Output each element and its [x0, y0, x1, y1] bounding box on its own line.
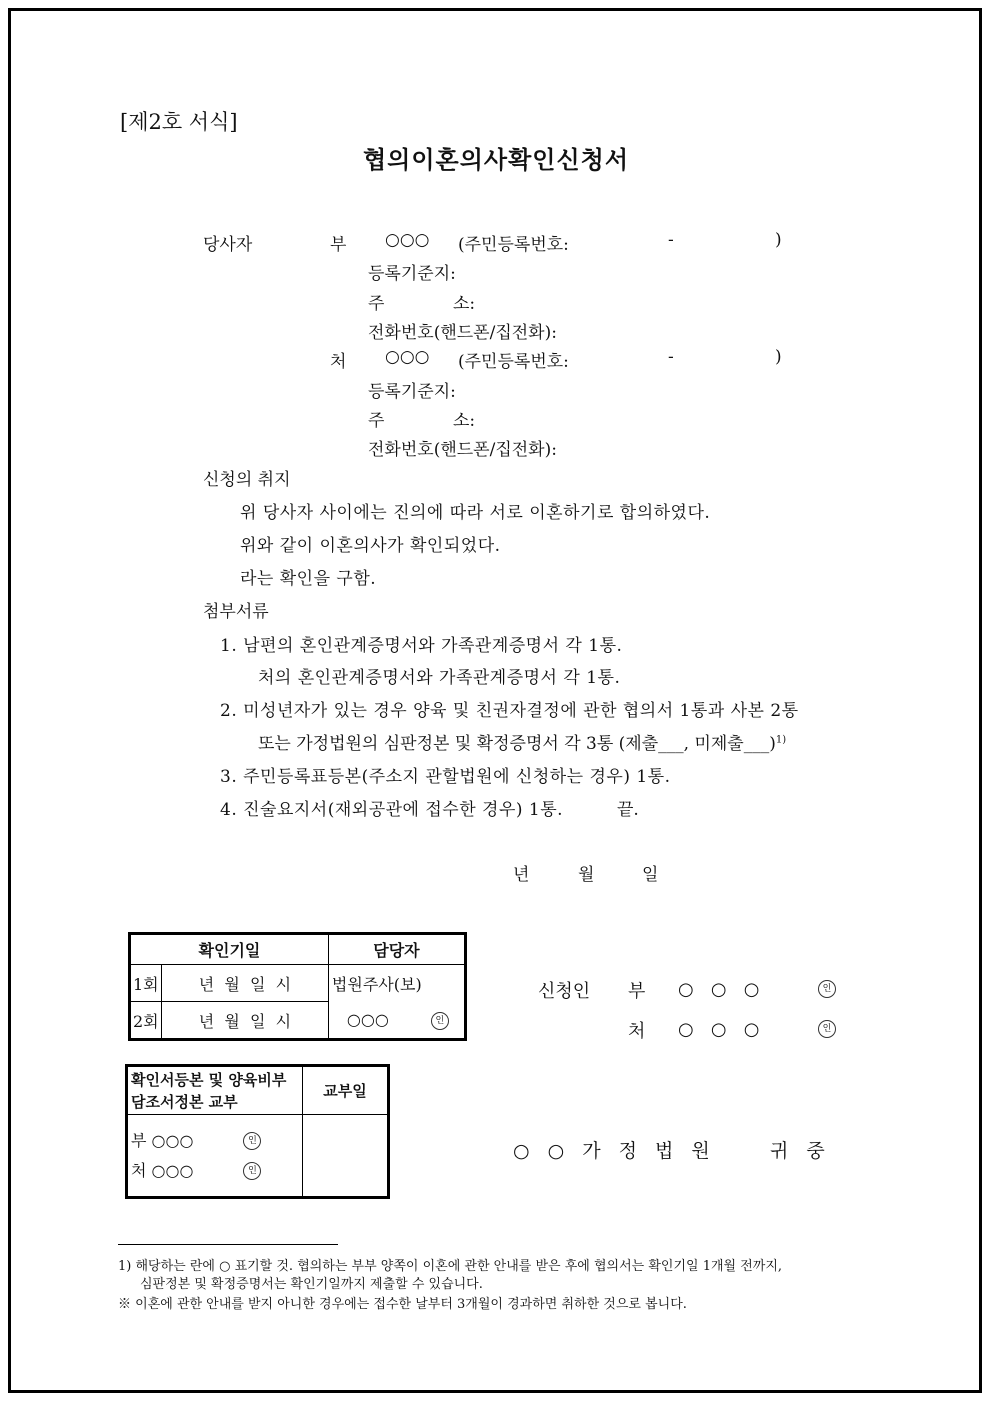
delivery-header: 확인서등본 및 양육비부담조서정본 교부: [128, 1067, 303, 1115]
husband-domicile-label: 등록기준지:: [368, 264, 456, 284]
seal-icon: 인: [431, 1012, 449, 1030]
delivery-wife: 처 ○○○: [131, 1160, 194, 1180]
attachment-item-2b: [258, 729, 786, 754]
document-title: 협의이혼의사확인신청서: [362, 145, 630, 174]
purpose-label: 신청의 취지: [203, 470, 291, 490]
delivery-date-cell: [303, 1115, 388, 1197]
date-year: 년: [513, 865, 530, 885]
wife-seal-icon: 인: [818, 1020, 836, 1038]
husband-rrn-close: ): [775, 230, 782, 250]
clerk-title: 법원주사(보): [328, 965, 464, 1002]
footnote-divider: [118, 1244, 338, 1245]
wife-domicile-label: 등록기준지:: [368, 382, 456, 402]
wife-rrn-label: (주민등록번호:: [458, 352, 569, 372]
court-honorific: 귀 중: [770, 1140, 831, 1162]
wife-rrn-dash: -: [668, 347, 674, 367]
applicant-wife-name: ○ ○ ○: [678, 1019, 760, 1040]
wife-rrn-close: ): [775, 347, 782, 367]
husband-rrn-dash: -: [668, 230, 674, 250]
footnote-ref: 1): [775, 734, 787, 746]
delivery-recipients: [128, 1115, 303, 1197]
wife-address-label-1: 주: [368, 411, 385, 431]
wife-phone-label: 전화번호(핸드폰/집전화):: [368, 440, 557, 460]
applicant-wife-role: 처: [628, 1021, 646, 1042]
delivery-wife-seal-icon: 인: [243, 1162, 261, 1180]
clerk-header: 담당자: [328, 935, 464, 965]
confirm-date-table: [130, 934, 465, 1039]
husband-rrn-label: (주민등록번호:: [458, 235, 569, 255]
delivery-date-header: 교부일: [303, 1067, 388, 1115]
clerk-name: ○○○: [346, 1010, 389, 1029]
attachments-label: 첨부서류: [203, 602, 269, 622]
delivery-table: [127, 1066, 388, 1197]
session-2-label: 2회: [131, 1002, 162, 1039]
confirm-date-header: 확인기일: [131, 935, 329, 965]
footnote-2: ※ 이혼에 관한 안내를 받지 아니한 경우에는 접수한 날부터 3개월이 경과하면 취하한 것으로 봅니다.: [118, 1297, 687, 1312]
session-2-datetime: 년 월 일 시: [162, 1002, 329, 1039]
footnote-1b: 심판정본 및 확정증명서는 확인기일까지 제출할 수 있습니다.: [140, 1277, 483, 1292]
delivery-husband-seal-icon: 인: [243, 1132, 261, 1150]
parties-label: 당사자: [203, 235, 253, 255]
attachment-item-2b-text: 또는 가정법원의 심판정본 및 확정증명서 각 3통 (제출___, 미제출___): [258, 734, 776, 754]
applicant-label: 신청인: [538, 981, 591, 1002]
clerk-sign: [328, 1002, 464, 1039]
purpose-line-3: 라는 확인을 구함.: [240, 569, 377, 589]
attachment-item-3: 3. 주민등록표등본(주소지 관할법원에 신청하는 경우) 1통.: [220, 767, 671, 787]
form-number: [제2호 서식]: [120, 110, 238, 134]
attachment-item-4: 4. 진술요지서(재외공관에 접수한 경우) 1통.: [220, 800, 564, 820]
end-mark: 끝.: [617, 800, 639, 820]
wife-role: 처: [330, 352, 347, 372]
husband-address-label-1: 주: [368, 294, 385, 314]
purpose-line-1: 위 당사자 사이에는 진의에 따라 서로 이혼하기로 합의하였다.: [240, 503, 711, 523]
footnote-1a: 1) 해당하는 란에 ○ 표기할 것. 협의하는 부부 양쪽이 이혼에 관한 안내를 받은 후에 협의서는 확인기일 1개월 전까지,: [118, 1259, 783, 1274]
attachment-item-1b: 처의 혼인관계증명서와 가족관계증명서 각 1통.: [258, 668, 621, 688]
session-1-datetime: 년 월 일 시: [162, 965, 329, 1002]
delivery-husband: 부 ○○○: [131, 1130, 194, 1150]
husband-role: 부: [330, 235, 347, 255]
attachment-item-1a: 1. 남편의 혼인관계증명서와 가족관계증명서 각 1통.: [220, 636, 623, 656]
session-1-label: 1회: [131, 965, 162, 1002]
applicant-husband-name: ○ ○ ○: [678, 979, 760, 1000]
husband-address-label-2: 소:: [453, 294, 476, 314]
wife-address-label-2: 소:: [453, 411, 476, 431]
husband-phone-label: 전화번호(핸드폰/집전화):: [368, 323, 557, 343]
husband-seal-icon: 인: [818, 980, 836, 998]
wife-name: ○○○: [385, 347, 430, 367]
court-name: ○ ○ 가 정 법 원: [513, 1140, 716, 1162]
date-month: 월: [578, 865, 595, 885]
applicant-husband-role: 부: [628, 981, 646, 1002]
attachment-item-2a: 2. 미성년자가 있는 경우 양육 및 친권자결정에 관한 협의서 1통과 사본 2통: [220, 701, 799, 721]
date-day: 일: [642, 865, 659, 885]
husband-name: ○○○: [385, 230, 430, 250]
purpose-line-2: 위와 같이 이혼의사가 확인되었다.: [240, 536, 501, 556]
